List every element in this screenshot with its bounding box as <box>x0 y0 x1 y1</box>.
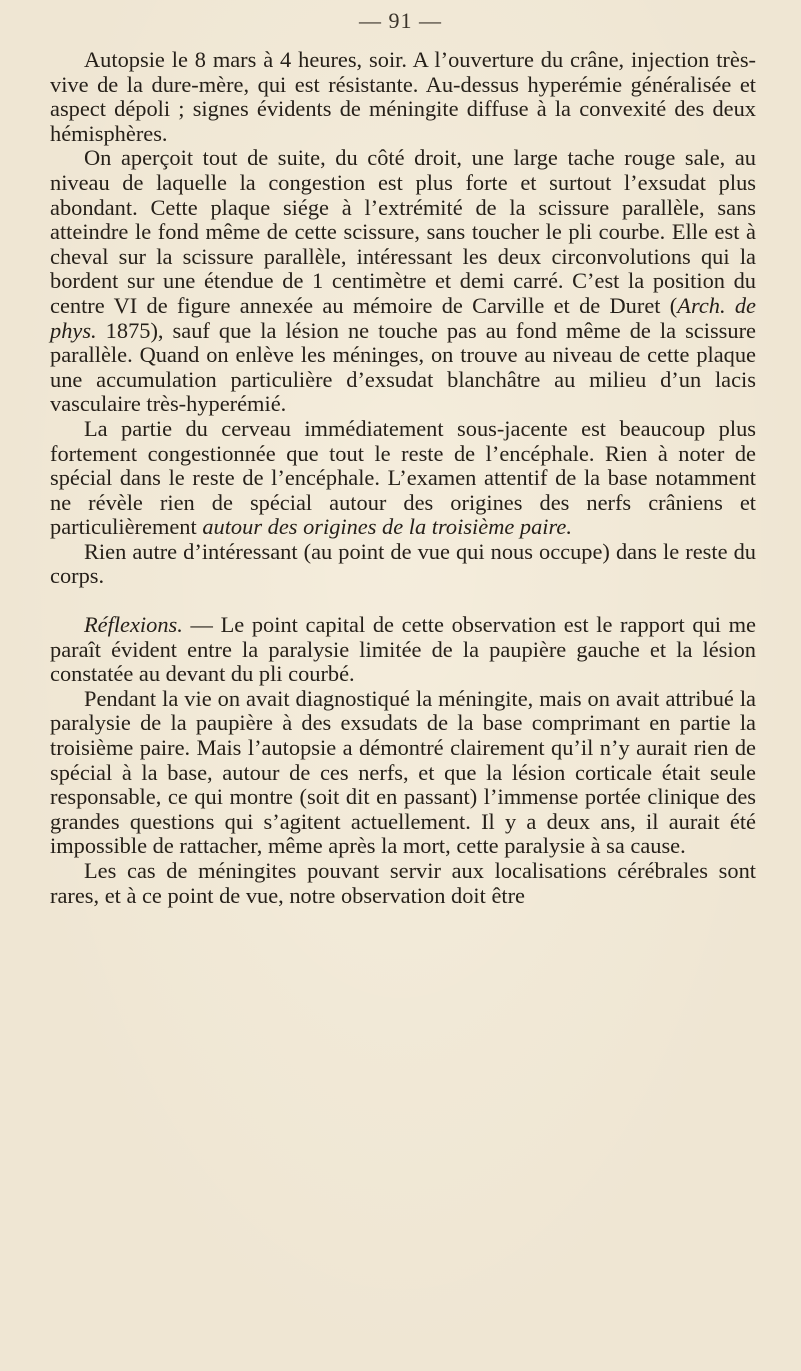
page-number: — 91 — <box>359 8 442 33</box>
text-run: Les cas de méningites pouvant servir aux localisations cérébrales sont rares, et à ce point de vue, notre observation doit être <box>50 858 756 908</box>
paragraph-reflexions <box>50 613 756 687</box>
text-run: Rien autre d’intéressant (au point de vue qui nous occupe) dans le reste du corps. <box>50 538 756 589</box>
text-run: La partie du cerveau immédiatement sous-jacente est beaucoup plus fortement congestionnée que tout le reste de l’encéphale. Rien à noter de spécial dans le reste de l’encéphale. L’examen attentif de la base notamment ne révèle rien de spécial autour des origines des nerfs crâniens et particulièrement <box>50 415 756 540</box>
text-run: Autopsie le 8 mars à 4 heures, soir. A l’ouverture du crâne, injection très-vive de la dure-mère, qui est résistante. Au-dessus hyperémie généralisée et aspect dépoli ; signes évidents de méningite diffuse à la convexité des deux hémisphères. <box>50 47 756 146</box>
italic-text-run: Réflexions. <box>84 612 183 638</box>
paragraph-cerveau <box>50 417 756 540</box>
paragraph-reste-du-corps <box>50 540 756 589</box>
text-run: — Le point capital de cette observation est le rapport qui me paraît évident entre la paralysie limitée de la paupière gauche et la lésion constatée au devant du pli courbé. <box>50 612 756 687</box>
italic-text-run: autour des origines de la troisième paire. <box>202 514 572 540</box>
paragraph-tache-rouge <box>50 146 756 417</box>
paragraph-diagnostic <box>50 687 756 859</box>
italic-text-run: Arch. de phys. <box>50 292 756 343</box>
text-run: On aperçoit tout de suite, du côté droit, une large tache rouge sale, au niveau de laquelle la congestion est plus forte et surtout l’exsudat plus abondant. Cette plaque siége à l’extrémité de la scissure parallèle, sans atteindre le fond même de cette scissure, sans toucher le pli courbe. Elle est à cheval sur la scissure parallèle, intéressant les deux circonvolutions qui la bordent sur une étendue de 1 centimètre et demi carré. C’est la position du centre VI de figure annexée au mémoire de Carville et de Duret ( <box>50 145 756 318</box>
paragraph-conclusion <box>50 859 756 908</box>
paragraph-autopsie <box>50 48 756 146</box>
text-run: 1875), sauf que la lésion ne touche pas au fond même de la scissure parallèle. Quand on enlève les méninges, on trouve au niveau de cette plaque une accumulation particulière d’exsudat blanchâtre au milieu d’un lacis vasculaire très-hyperémié. <box>50 317 756 417</box>
body-text <box>50 48 756 908</box>
text-run: Pendant la vie on avait diagnostiqué la méningite, mais on avait attribué la paralysie de la paupière à des exsudats de la base comprimant en partie la troisième paire. Mais l’autopsie a démontré clairement qu’il n’y aurait rien de spécial à la base, autour de ces nerfs, et que la lésion corticale était seule responsable, ce qui montre (soit dit en passant) l’immense portée clinique des grandes questions qui s’agitent actuellement. Il y a deux ans, il aurait été impossible de rattacher, même après la mort, cette paralysie à sa cause. <box>50 685 756 859</box>
